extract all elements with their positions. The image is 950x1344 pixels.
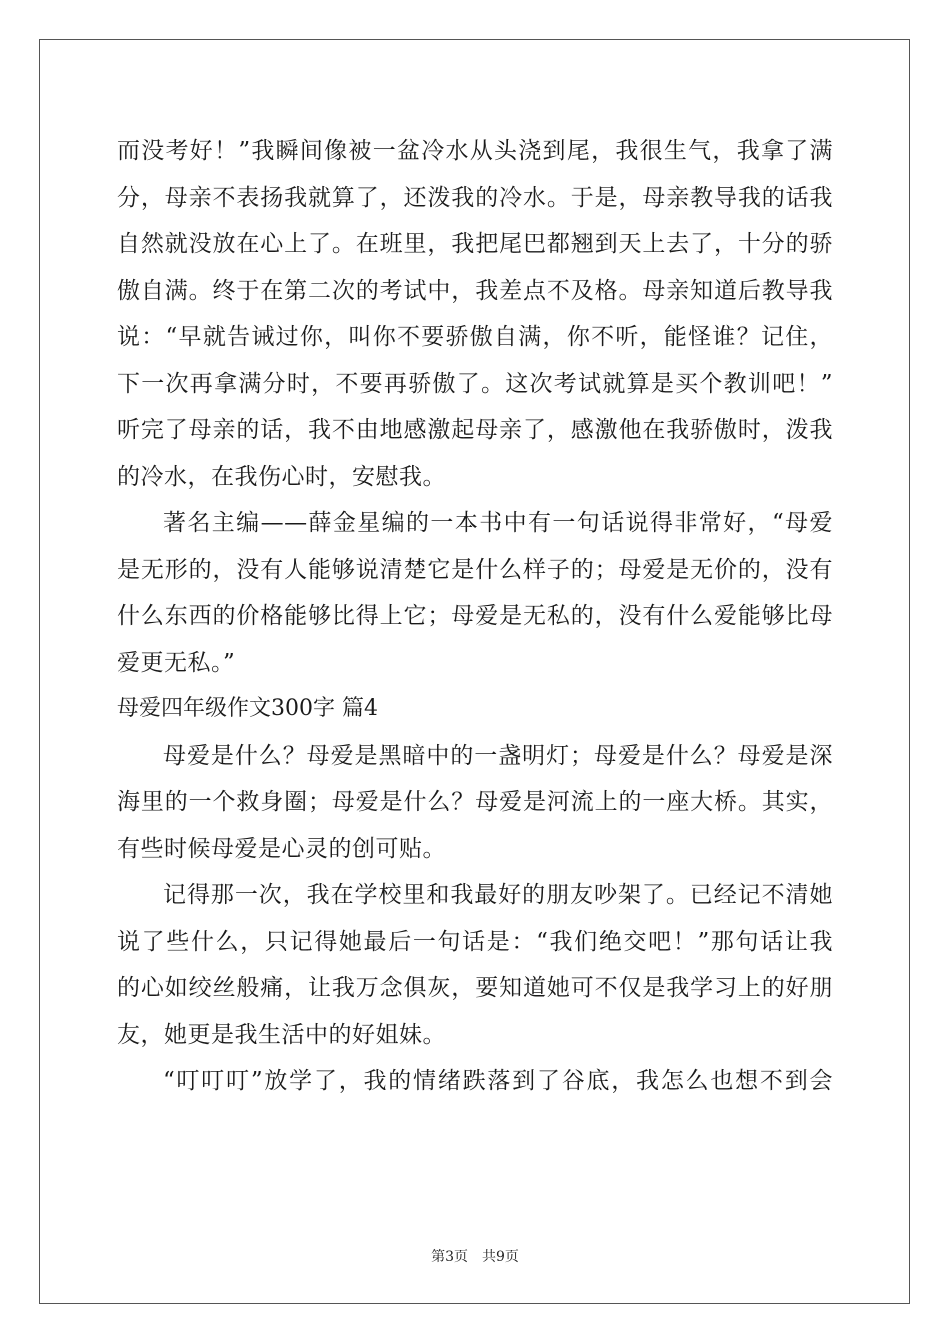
text-line: 分，母亲不表扬我就算了，还泼我的冷水。于是，母亲教导我的话我 xyxy=(117,184,833,211)
text-line: 记得那一次，我在学校里和我最好的朋友吵架了。已经记不清她 xyxy=(163,882,833,908)
text-line: 是无形的，没有人能够说清楚它是什么样子的；母爱是无价的，没有 xyxy=(117,556,833,583)
text-line: 自然就没放在心上了。在班里，我把尾巴都翘到天上去了，十分的骄 xyxy=(117,231,833,257)
text-line: 什么东西的价格能够比得上它；母爱是无私的，没有什么爱能够比母 xyxy=(117,603,833,629)
text-line: 而没考好！”我瞬间像被一盆冷水从头浇到尾，我很生气，我拿了满 xyxy=(117,138,833,164)
text-line: 的心如绞丝般痛，让我万念俱灰，要知道她可不仅是我学习上的好朋 xyxy=(117,975,833,1001)
text-line: 海里的一个救身圈；母爱是什么？母爱是河流上的一座大桥。其实， xyxy=(117,789,833,815)
text-line: 傲自满。终于在第二次的考试中，我差点不及格。母亲知道后教导我 xyxy=(117,277,833,304)
text-line: 的冷水，在我伤心时，安慰我。 xyxy=(117,463,446,490)
section-heading: 母爱四年级作文300字 篇4 xyxy=(117,696,378,721)
text-line: 母爱是什么？母爱是黑暗中的一盏明灯；母爱是什么？母爱是深 xyxy=(163,742,833,769)
page-number: 第3页 共9页 xyxy=(431,1249,519,1265)
text-line: 听完了母亲的话，我不由地感激起母亲了，感激他在我骄傲时，泼我 xyxy=(117,417,833,443)
text-line: 爱更无私。” xyxy=(117,649,236,676)
text-line: 说了些什么，只记得她最后一句话是：“我们绝交吧！”那句话让我 xyxy=(117,928,833,955)
text-line: 友，她更是我生活中的好姐妹。 xyxy=(117,1021,446,1048)
text-line: 著名主编——薛金星编的一本书中有一句话说得非常好，“母爱 xyxy=(163,510,833,536)
text-line: 说：“早就告诫过你，叫你不要骄傲自满，你不听，能怪谁？记住， xyxy=(117,324,833,350)
text-line: 下一次再拿满分时，不要再骄傲了。这次考试就算是买个教训吧！” xyxy=(117,370,833,397)
document-body xyxy=(117,128,833,1105)
text-line: 有些时候母爱是心灵的创可贴。 xyxy=(117,835,446,862)
text-line: “叮叮叮”放学了，我的情绪跌落到了谷底，我怎么也想不到会 xyxy=(163,1068,833,1094)
